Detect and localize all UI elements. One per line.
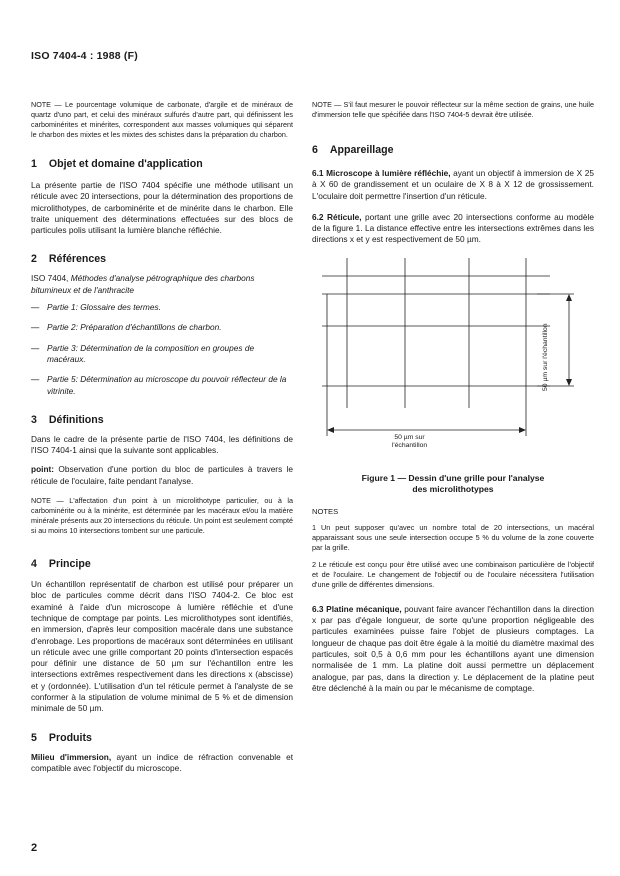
note-carbonates: NOTE — Le pourcentage volumique de carbonate, d'argile et de minéraux de quartz d'uno part, et celui des minéraux sulfurés d'autre part, qui définissent les carbominérites et minérites, correspondent aux masses volumiques qui séparent le charbon des mixtes et les mixtes des schistes dans la préparation du charbon. (31, 100, 293, 139)
left-column (31, 100, 293, 774)
section-4-body: Un échantillon représentatif de charbon est utilisé pour préparer un bloc de particules comme décrit dans l'ISO 7404-2. Ce bloc est examiné à l'aide d'un microscope à lumière réfléchie et d'une technique de comptage par points. Les microlithotypes sont identifiés, en immersion, d'après leur composition macérale dans une substance d'enrobage. Les proportions de macéraux sont déterminées en utilisant un réticule avec une grille comportant 20 points d'intersection espacés pour définir une distance de 50 µm sur l'échantillon entre les intersections extrêmes respectivement dans les directions x (abscisse) et y (ordonnée). L'utilisation d'un tel réticule permet à l'analyste de se conformer à la stipulation de volume minimal de 5 % et de dimension minimale de 50 µm. (31, 579, 293, 714)
list-item-text: Partie 2: Préparation d'échantillons de charbon. (47, 322, 222, 333)
right-column (312, 100, 594, 694)
reference-iso-7404 (31, 273, 293, 296)
horizontal-dimension-line-2: l'échantillon (391, 442, 428, 450)
product-term: Milieu d'immersion, (31, 751, 112, 762)
clause-number: 6.2 (312, 211, 324, 222)
list-item: — Partie 1: Glossaire des termes. (31, 302, 161, 313)
clause-6-1 (312, 168, 594, 202)
clause-6-2 (312, 212, 594, 246)
note-text: S'il faut mesurer le pouvoir réflecteur sur la même section de grains, une huile d'immersion telle que spécifiée dans l'ISO 7404-5 devrait être utilisée. (312, 100, 594, 119)
reference-title: Méthodes d'analyse pétrographique des charbons bitumineux et de l'anthracite (31, 273, 255, 295)
section-number: 4 (31, 558, 37, 571)
figure-caption-line-1: Figure 1 — Dessin d'une grille pour l'analyse (361, 472, 545, 483)
section-5-heading (31, 732, 293, 744)
reference-list (31, 302, 293, 397)
note-label: NOTE (31, 100, 51, 109)
vertical-dimension-text: 50 µm sur l'échantillon (542, 323, 549, 391)
definition-text: Observation d'une portion du bloc de particules à travers le réticule de l'oculaire, faite pendant l'analyse. (31, 464, 293, 486)
list-item-text: Partie 3: Détermination de la composition en groupes de macéraux. (47, 342, 255, 364)
section-number: 3 (31, 413, 37, 426)
clause-title: Platine mécanique, (326, 603, 402, 614)
section-1-body: La présente partie de l'ISO 7404 spécifie une méthode utilisant un réticule avec 20 intersections, pour la détermination des proportions de microlithotypes, de carbominérite et de minérite dans le charbon. Elle traite uniquement des déterminations effectuées sur des blocs de particules polis utilisant la lumière blanche réfléchie. (31, 180, 293, 236)
section-number: 5 (31, 731, 37, 744)
note-text: Le pourcentage volumique de carbonate, d'argile et de minéraux de quartz d'uno part, et celui des minéraux sulfurés d'autre part, qui définissent les carbominérites et minérites, correspondent aux masses volumiques qui séparent le charbon des mixtes et les mixtes des schistes dans la préparation du charbon. (31, 100, 293, 139)
figure-caption (312, 473, 594, 495)
reference-prefix: ISO 7404, (31, 273, 69, 284)
section-6-heading (312, 144, 594, 156)
clause-6-3 (312, 604, 594, 694)
list-item: — Partie 2: Préparation d'échantillons de charbon. (31, 322, 222, 333)
list-item: — Partie 3: Détermination de la composition en groupes de macéraux. (31, 343, 293, 366)
definition-point (31, 464, 293, 487)
clause-text: pouvant faire avancer l'échantillon dans la direction x par pas d'égale longueur, de sorte qu'une proportion négligeable des particules examinées puisse faire l'objet de plusieurs comptages. La longueur de chaque pas doit être égale à la moitié du diamètre maximal des particules, soit 0,5 à 0,6 mm pour les échantillons ayant une dimension normalisée de 1 mm. La platine doit aussi permettre un déplacement analogue, par pas, dans la direction y. Le déplacement de la platine peut être déclenché à la main ou par le mécanisme de comptage. (312, 603, 594, 693)
clause-number: 6.3 (312, 603, 324, 614)
section-title: Produits (48, 731, 92, 744)
clause-text: portant une grille avec 20 intersections conforme au modèle de la figure 1. La distance effective entre les intersections extrêmes dans les directions x et y est respectivement de 50 µm. (312, 211, 594, 245)
note-point: NOTE — L'affectation d'un point à un microlithotype particulier, ou à la carbominérite ou à la minérite, est déterminée par les macéraux et/ou la matière minérale présents aux 20 intersections du réticule. Un point est seulement compté si au moins 10 intersections tombent sur une particule. (31, 496, 293, 536)
clause-number: 6.1 (312, 168, 324, 178)
figure-caption-line-2: des microlithotypes (412, 483, 494, 494)
page-header: ISO 7404-4 : 1988 (F) (31, 50, 138, 62)
section-2-heading (31, 253, 293, 265)
page-number: 2 (31, 842, 38, 854)
section-title: Objet et domaine d'application (48, 158, 203, 170)
note-1: 1 Un peut supposer qu'avec un nombre total de 20 intersections, un macéral apparaissant sous une seule intersection occupe 5 % du volume de la zone couverte par la grille. (312, 522, 594, 552)
section-number: 6 (312, 144, 318, 156)
note-label: NOTE (31, 496, 51, 506)
section-1-heading (31, 158, 293, 170)
list-item-text: Partie 1: Glossaire des termes. (47, 302, 161, 313)
clause-title: Réticule, (326, 211, 362, 222)
section-3-body: Dans le cadre de la présente partie de l'ISO 7404, les définitions de l'ISO 7404-1 ainsi que la suivante sont applicables. (31, 433, 293, 456)
list-item-text: Partie 5: Détermination au microscope du pouvoir réflecteur de la vitrinite. (47, 374, 287, 396)
horizontal-dimension-label (367, 434, 452, 451)
section-title: Références (48, 253, 107, 266)
section-number: 2 (31, 253, 37, 266)
section-title: Définitions (48, 413, 104, 426)
note-2: 2 Le réticule est conçu pour être utilisé avec une combinaison particulière de l'objectif et de l'oculaire. Le changement de l'objectif ou de l'oculaire nécessitera l'utilisation d'une grille de différentes dimensions. (312, 559, 594, 589)
notes-heading: NOTES (312, 506, 339, 516)
product-text: ayant un indice de réfraction convenable et compatible avec l'objectif du microscope. (31, 751, 293, 773)
note-label: NOTE (312, 100, 332, 109)
figure-1-grid (312, 258, 594, 463)
clause-text: ayant un objectif à immersion de X 25 à X 60 de grandissement et un oculaire de X 8 à X 12 de grossissement. L'oculaire doit permettre l'insertion d'un réticule. (312, 168, 594, 201)
section-5-body (31, 752, 293, 775)
section-3-heading (31, 414, 293, 426)
section-number: 1 (31, 158, 37, 170)
note-immersion: NOTE — S'il faut mesurer le pouvoir réflecteur sur la même section de grains, une huile d'immersion telle que spécifiée dans l'ISO 7404-5 devrait être utilisée. (312, 100, 594, 119)
note-text: L'affectation d'un point à un microlithotype particulier, ou à la carbominérite ou à la minérite, est déterminée par les macéraux et/ou la matière minérale présents aux 20 intersections du réticule. Un point est seulement compté si au moins 10 intersections tombent sur une particule. (31, 496, 293, 536)
section-title: Appareillage (329, 144, 394, 156)
definition-term: point: (31, 464, 55, 475)
clause-title: Microscope à lumière réfléchie, (326, 168, 451, 178)
section-title: Principe (48, 558, 91, 571)
section-4-heading (31, 558, 293, 570)
list-item: — Partie 5: Détermination au microscope du pouvoir réflecteur de la vitrinite. (31, 374, 293, 397)
vertical-dimension-label (498, 276, 598, 406)
horizontal-dimension-line-1: 50 µm sur (394, 433, 425, 441)
